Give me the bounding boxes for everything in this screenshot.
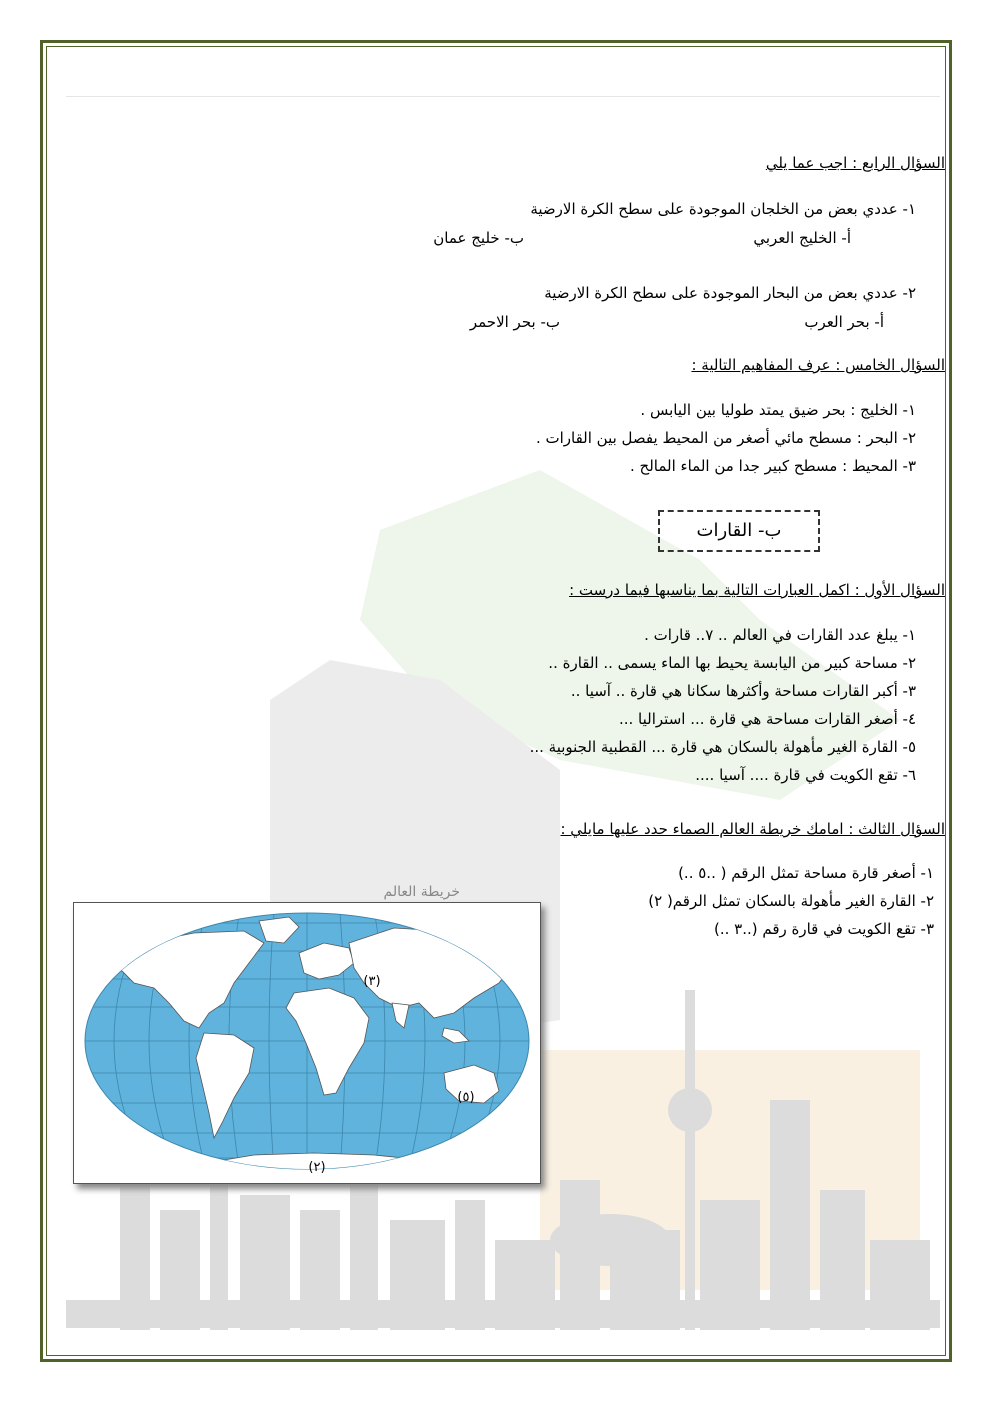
q1-item-5: ٥- القارة الغير مأهولة بالسكان هي قارة ... القطبية الجنوبية ... xyxy=(529,738,916,756)
map-label-antarctica: (٢) xyxy=(308,1160,326,1175)
map-label-australia: (٥) xyxy=(457,1090,475,1105)
q3-heading: السؤال الثالث : امامك خريطة العالم الصماء حدد عليها مايلي : xyxy=(560,820,945,838)
q3-item-2: ٢- القارة الغير مأهولة بالسكان تمثل الرقم( ٢) xyxy=(648,892,934,910)
q5-item-1: ١- الخليج : بحر ضيق يمتد طوليا بين اليابس . xyxy=(640,401,916,419)
q5-item-2: ٢- البحر : مسطح مائي أصغر من المحيط يفصل بين القارات . xyxy=(535,429,916,447)
q1-item-3: ٣- أكبر القارات مساحة وأكثرها سكانا هي قارة .. آسيا .. xyxy=(570,682,916,700)
world-map-svg xyxy=(74,903,540,1183)
header-divider xyxy=(66,96,940,97)
q1-item-1: ١- يبلغ عدد القارات في العالم .. ٧.. قارات . xyxy=(644,626,916,644)
q5-heading: السؤال الخامس : عرف المفاهيم التالية : xyxy=(691,356,945,374)
q3-item-1: ١- أصغر قارة مساحة تمثل الرقم ( ..٥ ..) xyxy=(678,864,934,882)
map-caption: خريطة العالم xyxy=(383,884,460,900)
q5-item-3: ٣- المحيط : مسطح كبير جدا من الماء المالح . xyxy=(630,457,916,475)
world-map xyxy=(73,902,541,1184)
q4-item-1-answer-b: ب- خليج عمان xyxy=(433,229,524,247)
q3-item-3: ٣- تقع الكويت في قارة رقم (..٣ ..) xyxy=(713,920,934,938)
q1-item-4: ٤- أصغر القارات مساحة هي قارة ... استراليا ... xyxy=(618,710,916,728)
q4-heading: السؤال الرابع : اجب عما يلي xyxy=(765,154,945,172)
map-label-asia: (٣) xyxy=(363,974,381,989)
q1-item-2: ٢- مساحة كبير من اليابسة يحيط بها الماء يسمى .. القارة .. xyxy=(548,654,916,672)
q4-item-2-answer-b: ب- بحر الاحمر xyxy=(469,313,560,331)
q4-item-2-answer-a: أ- بحر العرب xyxy=(804,313,884,331)
q1-item-6: ٦- تقع الكويت في قارة .... آسيا .... xyxy=(695,766,916,784)
q4-item-1-answer-a: أ- الخليج العربي xyxy=(753,229,851,247)
q4-item-1: ١- عددي بعض من الخلجان الموجودة على سطح الكرة الارضية xyxy=(530,200,916,218)
q4-item-2: ٢- عددي بعض من البحار الموجودة على سطح الكرة الارضية xyxy=(544,284,916,302)
section-badge-continents: ب- القارات xyxy=(658,510,820,552)
q1-heading: السؤال الأول : اكمل العبارات التالية بما يناسبها فيما درست : xyxy=(569,581,945,599)
